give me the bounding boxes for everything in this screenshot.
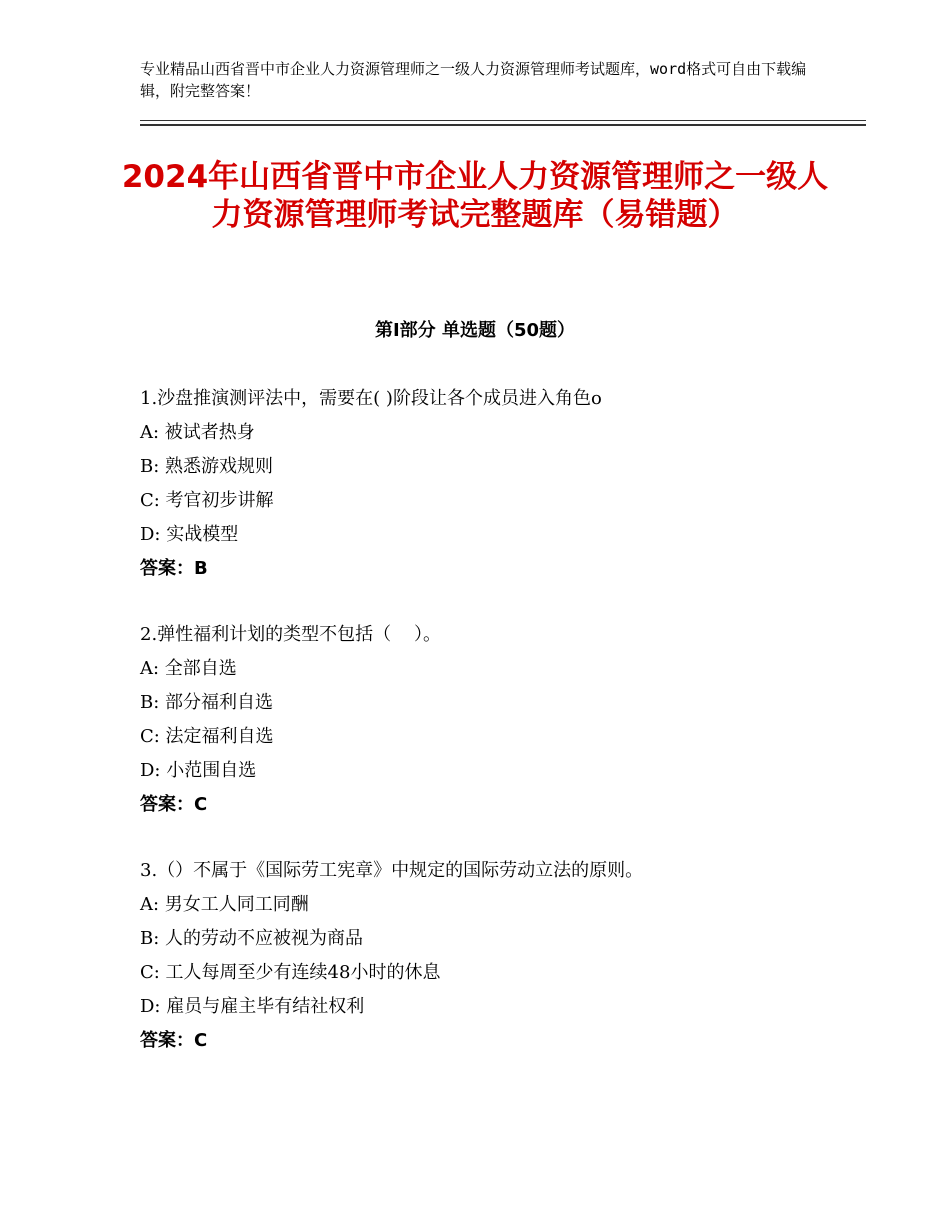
- question-list: [140, 382, 860, 1090]
- option-c: C: 工人每周至少有连续48小时的休息: [140, 962, 441, 983]
- option-a: A: 被试者热身: [140, 422, 255, 443]
- option-b: B: 熟悉游戏规则: [140, 456, 274, 477]
- option-b: B: 人的劳动不应被视为商品: [140, 928, 364, 949]
- answer-line: 答案：B: [140, 558, 208, 579]
- option-c: C: 法定福利自选: [140, 726, 274, 747]
- question-stem: 2.弹性福利计划的类型不包括（ ）。: [140, 624, 442, 645]
- option-a: A: 男女工人同工同酬: [140, 894, 309, 915]
- option-c: C: 考官初步讲解: [140, 490, 274, 511]
- header-note: 专业精品山西省晋中市企业人力资源管理师之一级人力资源管理师考试题库，word格式可自由下载编辑，附完整答案！: [140, 60, 807, 100]
- option-d: D: 实战模型: [140, 524, 239, 545]
- header-divider-thick: [140, 124, 866, 126]
- option-a: A: 全部自选: [140, 658, 237, 679]
- question-2: [140, 618, 860, 822]
- document-title: 2024年山西省晋中市企业人力资源管理师之一级人力资源管理师考试完整题库（易错题）: [121, 159, 829, 233]
- option-d: D: 小范围自选: [140, 760, 257, 781]
- section-title: 第Ⅰ部分 单选题（50题）: [374, 320, 575, 341]
- answer-line: 答案：C: [140, 1030, 208, 1051]
- header-divider: [140, 120, 866, 121]
- question-1: [140, 382, 860, 586]
- question-3: [140, 854, 860, 1058]
- question-stem: 3.（）不属于《国际劳工宪章》中规定的国际劳动立法的原则。: [140, 860, 644, 881]
- option-b: B: 部分福利自选: [140, 692, 274, 713]
- question-stem: 1.沙盘推演测评法中，需要在( )阶段让各个成员进入角色o: [140, 388, 602, 409]
- option-d: D: 雇员与雇主毕有结社权利: [140, 996, 365, 1017]
- answer-line: 答案：C: [140, 794, 208, 815]
